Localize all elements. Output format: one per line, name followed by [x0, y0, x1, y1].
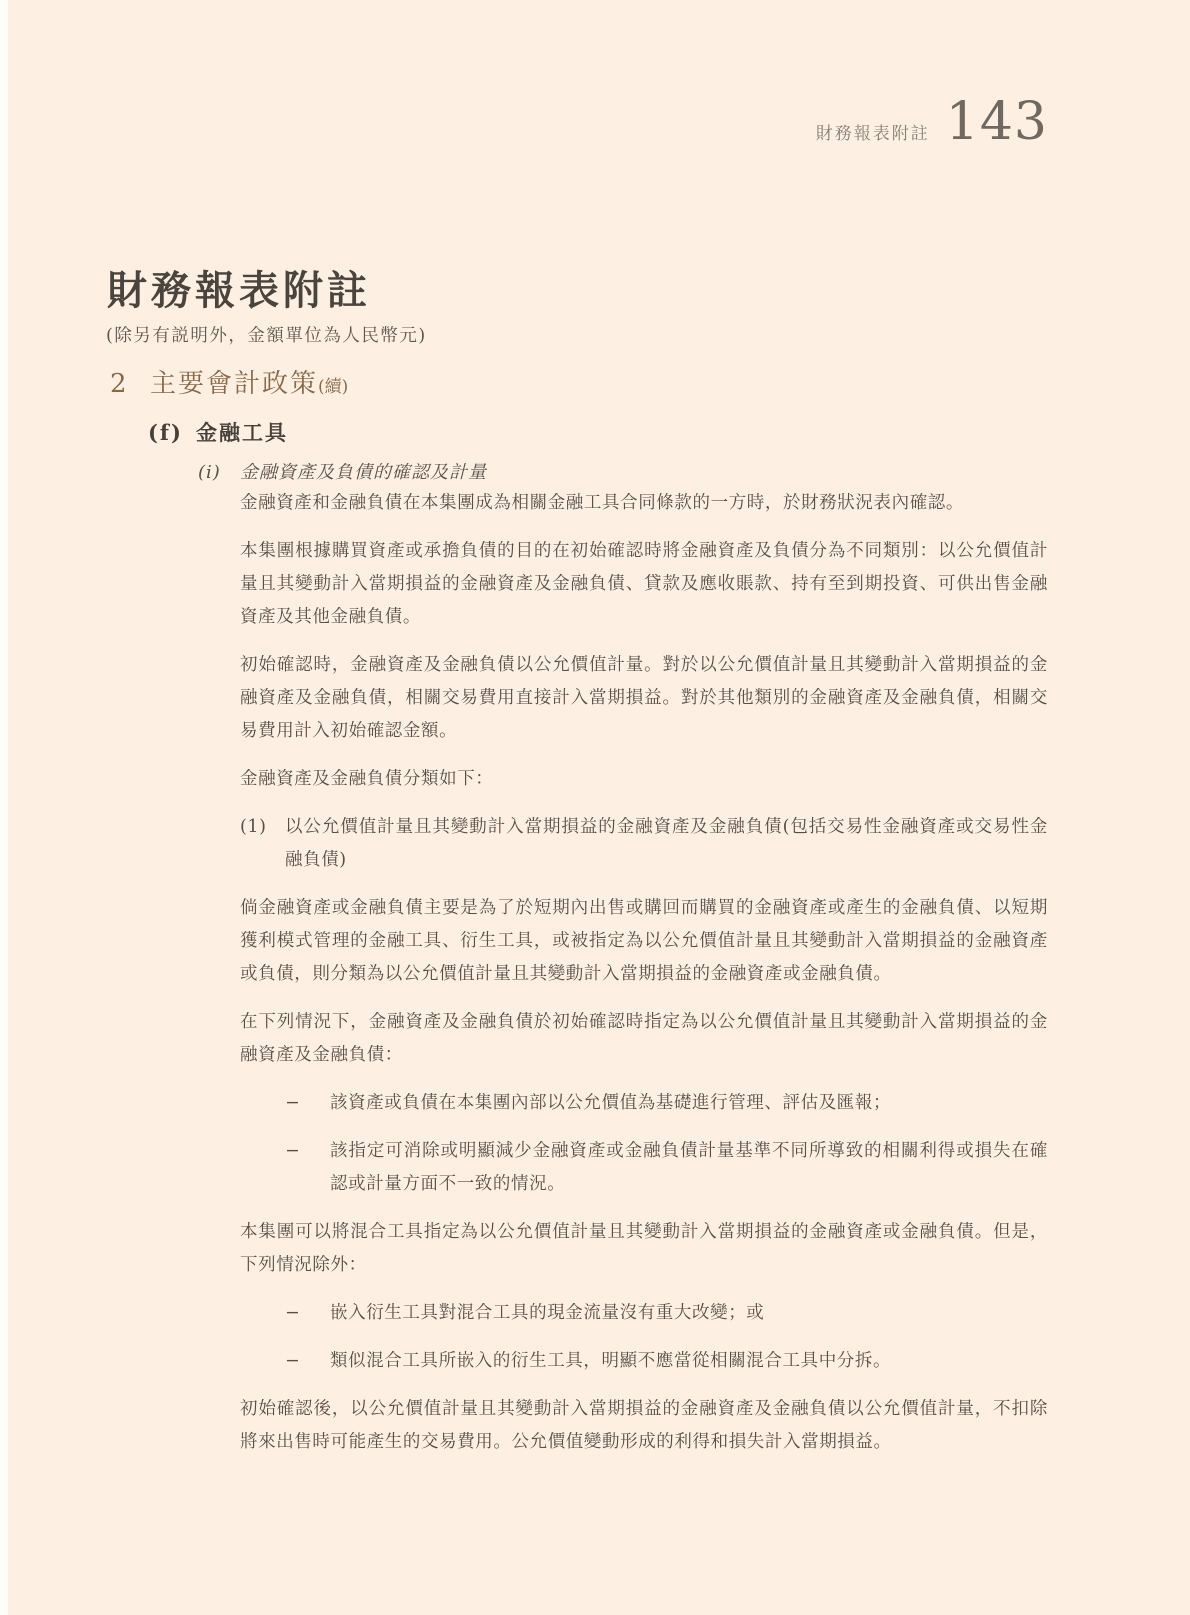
bullet-item [285, 1087, 1048, 1120]
section-title-text: 主要會計政策 [150, 369, 319, 399]
subsubsection-title: 金融資產及負債的確認及計量 [240, 462, 487, 483]
subsubsection-heading [198, 458, 487, 484]
paragraph: 本集團可以將混合工具指定為以公允價值計量且其變動計入當期損益的金融資產或金融負債。但是，下列情況除外： [240, 1222, 1048, 1275]
subsection-heading [148, 417, 288, 447]
document-title: 財務報表附註 [107, 267, 371, 314]
bullet-item [285, 1345, 1048, 1378]
page-left-edge [0, 0, 8, 1615]
section-heading [110, 363, 348, 400]
bullet-item [285, 1297, 1048, 1330]
numbered-item-text: 以公允價值計量且其變動計入當期損益的金融資產及金融負債(包括交易性金融資產或交易性金融負債) [285, 817, 1048, 870]
paragraph: 初始確認時，金融資產及金融負債以公允價值計量。對於以公允價值計量且其變動計入當期損益的金融資產及金融負債，相關交易費用直接計入當期損益。對於其他類別的金融資產及金融負債，相關交易費用計入初始確認金額。 [240, 655, 1048, 741]
subsubsection-label: (i) [198, 462, 221, 483]
bullet-dash: − [285, 1141, 301, 1161]
bullet-item [285, 1135, 1048, 1201]
paragraph: 金融資產及金融負債分類如下： [240, 769, 494, 789]
paragraph: 倘金融資產或金融負債主要是為了於短期內出售或購回而購買的金融資產或產生的金融負債、以短期獲利模式管理的金融工具、衍生工具，或被指定為以公允價值計量且其變動計入當期損益的金融資產或負債，則分類為以公允價值計量且其變動計入當期損益的金融資產或金融負債。 [240, 898, 1048, 984]
paragraph: 在下列情況下，金融資產及金融負債於初始確認時指定為以公允價值計量且其變動計入當期損益的金融資產及金融負債： [240, 1012, 1048, 1065]
running-header [816, 92, 1048, 152]
paragraph: 初始確認後，以公允價值計量且其變動計入當期損益的金融資產及金融負債以公允價值計量，不扣除將來出售時可能產生的交易費用。公允價值變動形成的利得和損失計入當期損益。 [240, 1399, 1048, 1452]
bullet-dash: − [285, 1303, 301, 1323]
section-continued-suffix: (續) [318, 377, 349, 397]
subsection-label: (f) [148, 420, 183, 445]
subsection-title: 金融工具 [196, 420, 288, 445]
page-number: 143 [945, 92, 1048, 152]
bullet-dash: − [285, 1351, 301, 1371]
paragraph: 金融資產和金融負債在本集團成為相關金融工具合同條款的一方時，於財務狀況表內確認。 [240, 493, 964, 513]
numbered-item-label: (1) [240, 817, 267, 837]
bullet-item-text: 嵌入衍生工具對混合工具的現金流量沒有重大改變；或 [330, 1303, 765, 1323]
bullet-dash: − [285, 1093, 301, 1113]
running-header-label: 財務報表附註 [815, 124, 930, 144]
bullet-item-text: 該指定可消除或明顯減少金融資產或金融負債計量基準不同所導致的相關利得或損失在確認或計量方面不一致的情況。 [330, 1141, 1048, 1194]
paragraph: 本集團根據購買資產或承擔負債的目的在初始確認時將金融資產及負債分為不同類別：以公允價值計量且其變動計入當期損益的金融資產及金融負債、貸款及應收賬款、持有至到期投資、可供出售金融資產及其他金融負債。 [240, 541, 1048, 627]
bullet-item-text: 類似混合工具所嵌入的衍生工具，明顯不應當從相關混合工具中分拆。 [330, 1351, 892, 1371]
bullet-item-text: 該資產或負債在本集團內部以公允價值為基礎進行管理、評估及匯報； [330, 1093, 892, 1113]
body-text-column [240, 487, 1048, 1474]
section-number: 2 [110, 369, 129, 399]
section-title [150, 363, 348, 400]
numbered-item [240, 811, 1048, 877]
document-subtitle: (除另有説明外，金額單位為人民幣元) [106, 326, 427, 346]
